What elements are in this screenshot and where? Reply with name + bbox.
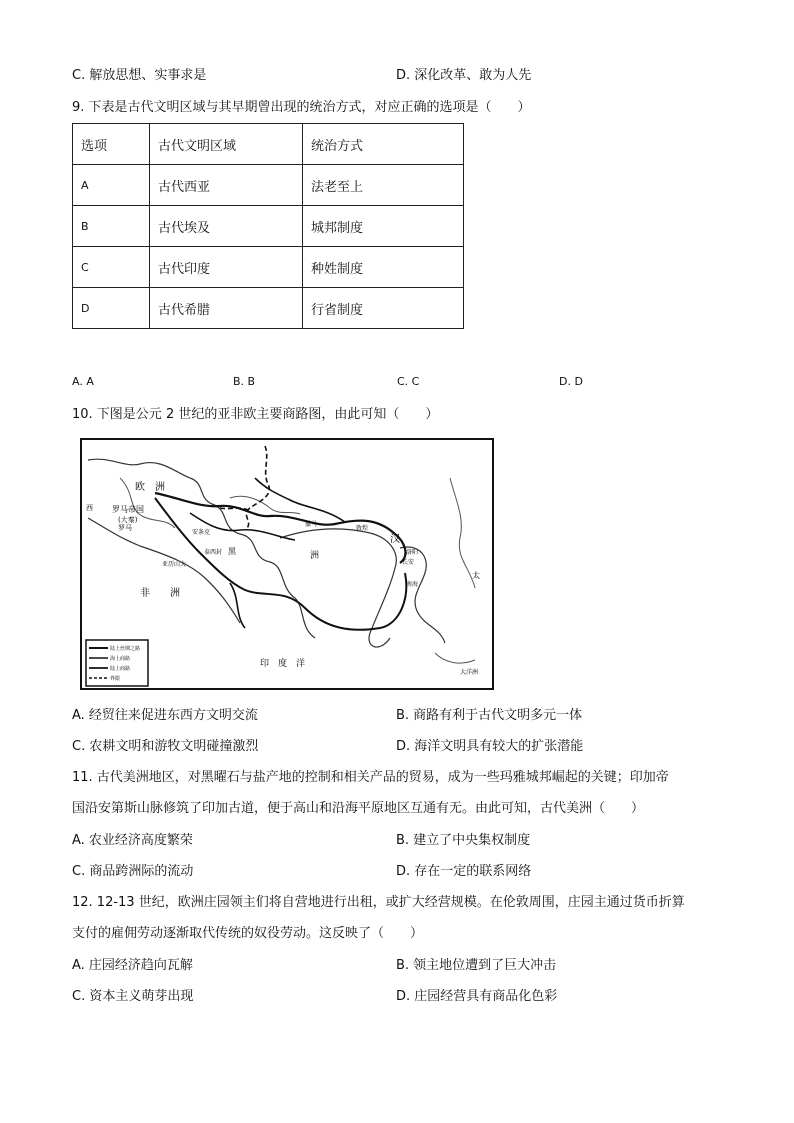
legend-item: 陆上丝绸之路 [110, 646, 141, 652]
q12-stem-line1: 12. 12-13 世纪，欧洲庄园领主们将自营地进行出租，或扩大经营规模。在伦敦周围，庄园主通过货币折算 [72, 895, 685, 910]
table-cell: 法老至上 [303, 165, 464, 206]
map-label-rome-city: 罗马 [118, 524, 132, 532]
q10-option-c: C. 农耕文明和游牧文明碰撞激烈 [72, 739, 259, 754]
table-cell: 古代埃及 [150, 206, 303, 247]
map-label-alexandria: 亚历山大 [162, 561, 187, 568]
q11-option-d: D. 存在一定的联系网络 [396, 864, 532, 879]
q10-stem: 10. 下图是公元 2 世纪的亚非欧主要商路图，由此可知（ ） [72, 407, 439, 422]
map-label-luoyang: 洛阳 [406, 549, 419, 556]
map-label-changan: 长安 [402, 559, 415, 566]
q11-option-b: B. 建立了中央集权制度 [396, 833, 531, 848]
q12-option-b: B. 领主地位遭到了巨大冲击 [396, 958, 557, 973]
q9-option-d: D. D [559, 375, 583, 388]
q12-option-a: A. 庄园经济趋向瓦解 [72, 958, 193, 973]
table-row [73, 165, 464, 206]
q10-option-b: B. 商路有利于古代文明多元一体 [396, 708, 583, 723]
q12-option-d: D. 庄园经营具有商品化色彩 [396, 989, 558, 1004]
map-label-europe: 欧 洲 [135, 482, 165, 493]
table-header-cell: 古代文明区域 [150, 124, 303, 165]
q10-option-a: A. 经贸往来促进东西方文明交流 [72, 708, 258, 723]
legend-item: 界限 [110, 676, 121, 682]
table-cell: 古代印度 [150, 247, 303, 288]
trade-route-map [80, 438, 494, 690]
map-label-asia: 洲 [310, 551, 320, 561]
table-cell: 种姓制度 [303, 247, 464, 288]
map-label-rome-empire: 罗马帝国 [112, 505, 144, 514]
table-cell: B [73, 206, 150, 247]
q9-option-c: C. C [397, 375, 420, 388]
map-label-ctesiphon: 泰西封 [204, 549, 223, 556]
table-cell: D [73, 288, 150, 329]
table-row [73, 206, 464, 247]
q11-option-c: C. 商品跨洲际的流动 [72, 864, 194, 879]
q11-stem-line1: 11. 古代美洲地区，对黑曜石与盐产地的控制和相关产品的贸易，成为一些玛雅城邦崛起的关键；印加帝 [72, 770, 669, 785]
q12-stem-line2: 支付的雇佣劳动逐渐取代传统的奴役劳动。这反映了（ ） [72, 926, 424, 941]
map-label-west: 西 [86, 504, 93, 512]
table-row [73, 124, 464, 165]
map-label-pacific: 太 [472, 571, 480, 580]
q12-option-c: C. 资本主义萌芽出现 [72, 989, 194, 1004]
q11-option-a: A. 农业经济高度繁荣 [72, 833, 193, 848]
map-label-africa: 非 洲 [140, 588, 180, 599]
q10-option-d: D. 海洋文明具有较大的扩张潜能 [396, 739, 584, 754]
legend-item: 陆上商路 [110, 666, 131, 672]
map-label-nanhai: 南海 [406, 581, 419, 588]
table-cell: A [73, 165, 150, 206]
map-label-sogd: 撒马 [305, 521, 318, 528]
map-label-black: 黑 [228, 547, 236, 556]
map-label-oceania: 大洋洲 [460, 669, 479, 676]
map-label-antioch: 安条克 [192, 529, 211, 536]
q8-option-c: C. 解放思想、实事求是 [72, 68, 207, 83]
table-header-cell: 选项 [73, 124, 150, 165]
map-label-dunhuang: 敦煌 [356, 525, 369, 532]
table-cell: 古代希腊 [150, 288, 303, 329]
map-label-indian-ocean: 印 度 洋 [260, 659, 306, 669]
q9-option-b: B. B [233, 375, 256, 388]
map-label-rome-sub: (大秦) [118, 516, 138, 524]
table-row [73, 288, 464, 329]
q9-table [72, 123, 464, 329]
table-header-cell: 统治方式 [303, 124, 464, 165]
q9-stem: 9. 下表是古代文明区域与其早期曾出现的统治方式，对应正确的选项是（ ） [72, 100, 531, 115]
table-cell: C [73, 247, 150, 288]
q9-option-a: A. A [72, 375, 94, 388]
table-row [73, 247, 464, 288]
table-cell: 城邦制度 [303, 206, 464, 247]
legend-item: 海上商路 [110, 656, 131, 662]
map-label-han: 汉 [390, 534, 400, 545]
table-cell: 行省制度 [303, 288, 464, 329]
q8-option-d: D. 深化改革、敢为人先 [396, 68, 532, 83]
table-cell: 古代西亚 [150, 165, 303, 206]
q11-stem-line2: 国沿安第斯山脉修筑了印加古道，便于高山和沿海平原地区互通有无。由此可知，古代美洲（ ） [72, 801, 645, 816]
